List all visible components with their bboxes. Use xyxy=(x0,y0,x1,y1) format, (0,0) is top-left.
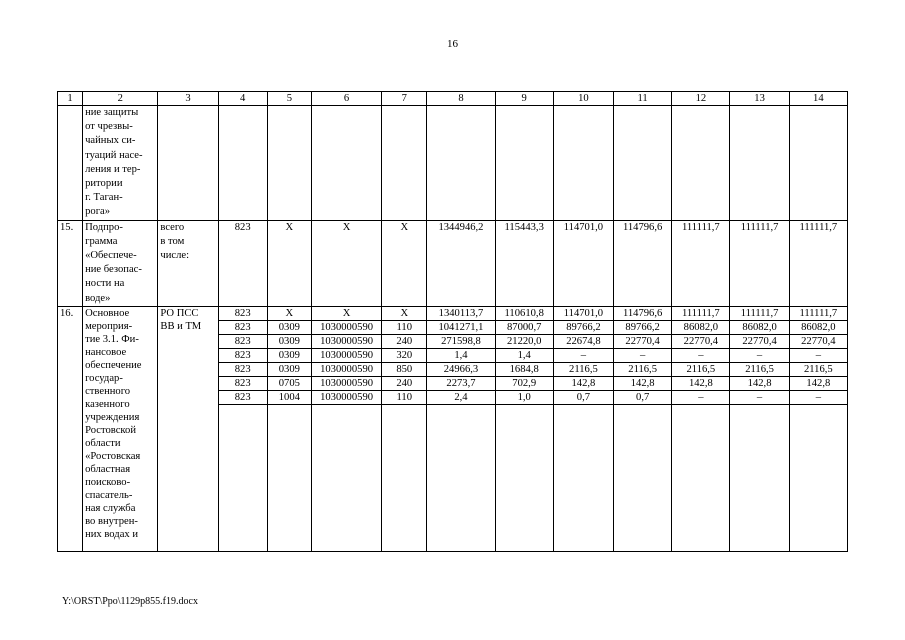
value-cell: 1030000590 xyxy=(311,348,381,362)
column-number-3: 3 xyxy=(158,92,218,106)
table-cell xyxy=(382,106,427,221)
value-cell: 271598,8 xyxy=(427,334,495,348)
value-cell: 110610,8 xyxy=(495,306,553,320)
value-cell: 142,8 xyxy=(730,376,789,390)
value-cell: 86082,0 xyxy=(789,320,847,334)
table-cell xyxy=(267,106,311,221)
column-number-9: 9 xyxy=(495,92,553,106)
value-cell: 111111,7 xyxy=(672,220,730,306)
column-number-13: 13 xyxy=(730,92,789,106)
value-cell: 22770,4 xyxy=(672,334,730,348)
value-cell: 823 xyxy=(218,348,267,362)
value-cell: 240 xyxy=(382,334,427,348)
column-number-10: 10 xyxy=(553,92,613,106)
table-cell xyxy=(495,404,553,551)
value-cell: 2273,7 xyxy=(427,376,495,390)
value-cell: Х xyxy=(311,220,381,306)
column-number-11: 11 xyxy=(614,92,672,106)
value-cell: 142,8 xyxy=(789,376,847,390)
value-cell: Х xyxy=(311,306,381,320)
column-number-7: 7 xyxy=(382,92,427,106)
value-cell: 22770,4 xyxy=(789,334,847,348)
value-cell: Х xyxy=(267,220,311,306)
value-cell: 823 xyxy=(218,320,267,334)
table-cell xyxy=(382,404,427,551)
value-cell: 1,4 xyxy=(495,348,553,362)
value-cell: 114701,0 xyxy=(553,220,613,306)
value-cell: 1030000590 xyxy=(311,376,381,390)
value-cell: 1030000590 xyxy=(311,320,381,334)
value-cell: 24966,3 xyxy=(427,362,495,376)
value-cell: – xyxy=(614,348,672,362)
value-cell: 22674,8 xyxy=(553,334,613,348)
budget-table xyxy=(57,91,848,552)
value-cell: 2116,5 xyxy=(672,362,730,376)
table-row xyxy=(58,306,848,320)
value-cell: 1,0 xyxy=(495,390,553,404)
footer-file-path: Y:\ORST\Ppo\1129p855.f19.docx xyxy=(62,596,198,607)
value-cell: 2116,5 xyxy=(789,362,847,376)
value-cell: 111111,7 xyxy=(730,220,789,306)
table-row xyxy=(58,220,848,306)
column-number-8: 8 xyxy=(427,92,495,106)
column-number-12: 12 xyxy=(672,92,730,106)
value-cell: 110 xyxy=(382,390,427,404)
value-cell: 142,8 xyxy=(672,376,730,390)
value-cell: 87000,7 xyxy=(495,320,553,334)
table-cell xyxy=(553,404,613,551)
value-cell: 115443,3 xyxy=(495,220,553,306)
value-cell: 2,4 xyxy=(427,390,495,404)
table-cell xyxy=(614,106,672,221)
value-cell: 89766,2 xyxy=(614,320,672,334)
value-cell: 111111,7 xyxy=(672,306,730,320)
column-number-4: 4 xyxy=(218,92,267,106)
value-cell: Х xyxy=(382,220,427,306)
value-cell: 22770,4 xyxy=(730,334,789,348)
table-cell xyxy=(427,106,495,221)
value-cell: 111111,7 xyxy=(789,220,847,306)
value-cell: – xyxy=(730,348,789,362)
value-cell: 1684,8 xyxy=(495,362,553,376)
value-cell: 0,7 xyxy=(553,390,613,404)
value-cell: 86082,0 xyxy=(730,320,789,334)
value-cell: Х xyxy=(267,306,311,320)
table-cell xyxy=(158,106,218,221)
table-cell xyxy=(789,106,847,221)
value-cell: 823 xyxy=(218,306,267,320)
value-cell: 114701,0 xyxy=(553,306,613,320)
value-cell: – xyxy=(789,390,847,404)
program-name: ние защиты от чрезвы- чайных си- туаций насе- ления и тер- ритории г. Таган- рога» xyxy=(83,106,158,221)
value-cell: 111111,7 xyxy=(730,306,789,320)
table-cell xyxy=(218,404,267,551)
column-number-5: 5 xyxy=(267,92,311,106)
value-cell: 111111,7 xyxy=(789,306,847,320)
value-cell: 1004 xyxy=(267,390,311,404)
value-cell: 1030000590 xyxy=(311,334,381,348)
table-cell xyxy=(267,404,311,551)
table-cell xyxy=(218,106,267,221)
table-header-row xyxy=(58,92,848,106)
row-number: 15. xyxy=(58,220,83,306)
column-number-6: 6 xyxy=(311,92,381,106)
value-cell: – xyxy=(672,348,730,362)
value-cell: 240 xyxy=(382,376,427,390)
program-name: Подпро- грамма «Обеспече- ние безопас- ности на воде» xyxy=(83,220,158,306)
value-cell: 1340113,7 xyxy=(427,306,495,320)
table-cell xyxy=(730,106,789,221)
value-cell: Х xyxy=(382,306,427,320)
value-cell: 850 xyxy=(382,362,427,376)
value-cell: 22770,4 xyxy=(614,334,672,348)
table-cell xyxy=(311,106,381,221)
table-cell xyxy=(553,106,613,221)
value-cell: 89766,2 xyxy=(553,320,613,334)
value-cell: 823 xyxy=(218,334,267,348)
value-cell: 0309 xyxy=(267,320,311,334)
value-cell: 823 xyxy=(218,376,267,390)
table-cell xyxy=(789,404,847,551)
value-cell: 823 xyxy=(218,362,267,376)
value-cell: 0705 xyxy=(267,376,311,390)
value-cell: 1041271,1 xyxy=(427,320,495,334)
value-cell: – xyxy=(553,348,613,362)
value-cell: – xyxy=(789,348,847,362)
row-number: 16. xyxy=(58,306,83,551)
value-cell: 2116,5 xyxy=(553,362,613,376)
activity-name: Основное мероприя- тие 3.1. Фи- нансовое обеспечение государ- ственного казенного учреждения Ростовской области «Ростовская областная поисково- спасатель- ная служба во внутрен- них водах и xyxy=(83,306,158,551)
value-cell: – xyxy=(730,390,789,404)
column-number-2: 2 xyxy=(83,92,158,106)
value-cell: 2116,5 xyxy=(614,362,672,376)
table-cell xyxy=(427,404,495,551)
column-number-14: 14 xyxy=(789,92,847,106)
value-cell: 142,8 xyxy=(553,376,613,390)
executor: всего в том числе: xyxy=(158,220,218,306)
value-cell: 21220,0 xyxy=(495,334,553,348)
value-cell: 823 xyxy=(218,220,267,306)
value-cell: 114796,6 xyxy=(614,306,672,320)
value-cell: 114796,6 xyxy=(614,220,672,306)
value-cell: 823 xyxy=(218,390,267,404)
value-cell: – xyxy=(672,390,730,404)
table-cell xyxy=(614,404,672,551)
value-cell: 1344946,2 xyxy=(427,220,495,306)
value-cell: 142,8 xyxy=(614,376,672,390)
value-cell: 2116,5 xyxy=(730,362,789,376)
table-cell xyxy=(672,106,730,221)
table-row xyxy=(58,106,848,221)
value-cell: 86082,0 xyxy=(672,320,730,334)
value-cell: 110 xyxy=(382,320,427,334)
value-cell: 320 xyxy=(382,348,427,362)
column-number-1: 1 xyxy=(58,92,83,106)
value-cell: 0309 xyxy=(267,334,311,348)
table-cell xyxy=(311,404,381,551)
value-cell: 0309 xyxy=(267,348,311,362)
table-cell xyxy=(730,404,789,551)
table-cell xyxy=(495,106,553,221)
executor: РО ПСС ВВ и ТМ xyxy=(158,306,218,551)
value-cell: 702,9 xyxy=(495,376,553,390)
value-cell: 1,4 xyxy=(427,348,495,362)
row-number xyxy=(58,106,83,221)
table-cell xyxy=(672,404,730,551)
value-cell: 1030000590 xyxy=(311,390,381,404)
value-cell: 0,7 xyxy=(614,390,672,404)
value-cell: 1030000590 xyxy=(311,362,381,376)
value-cell: 0309 xyxy=(267,362,311,376)
page-number: 16 xyxy=(447,38,458,50)
